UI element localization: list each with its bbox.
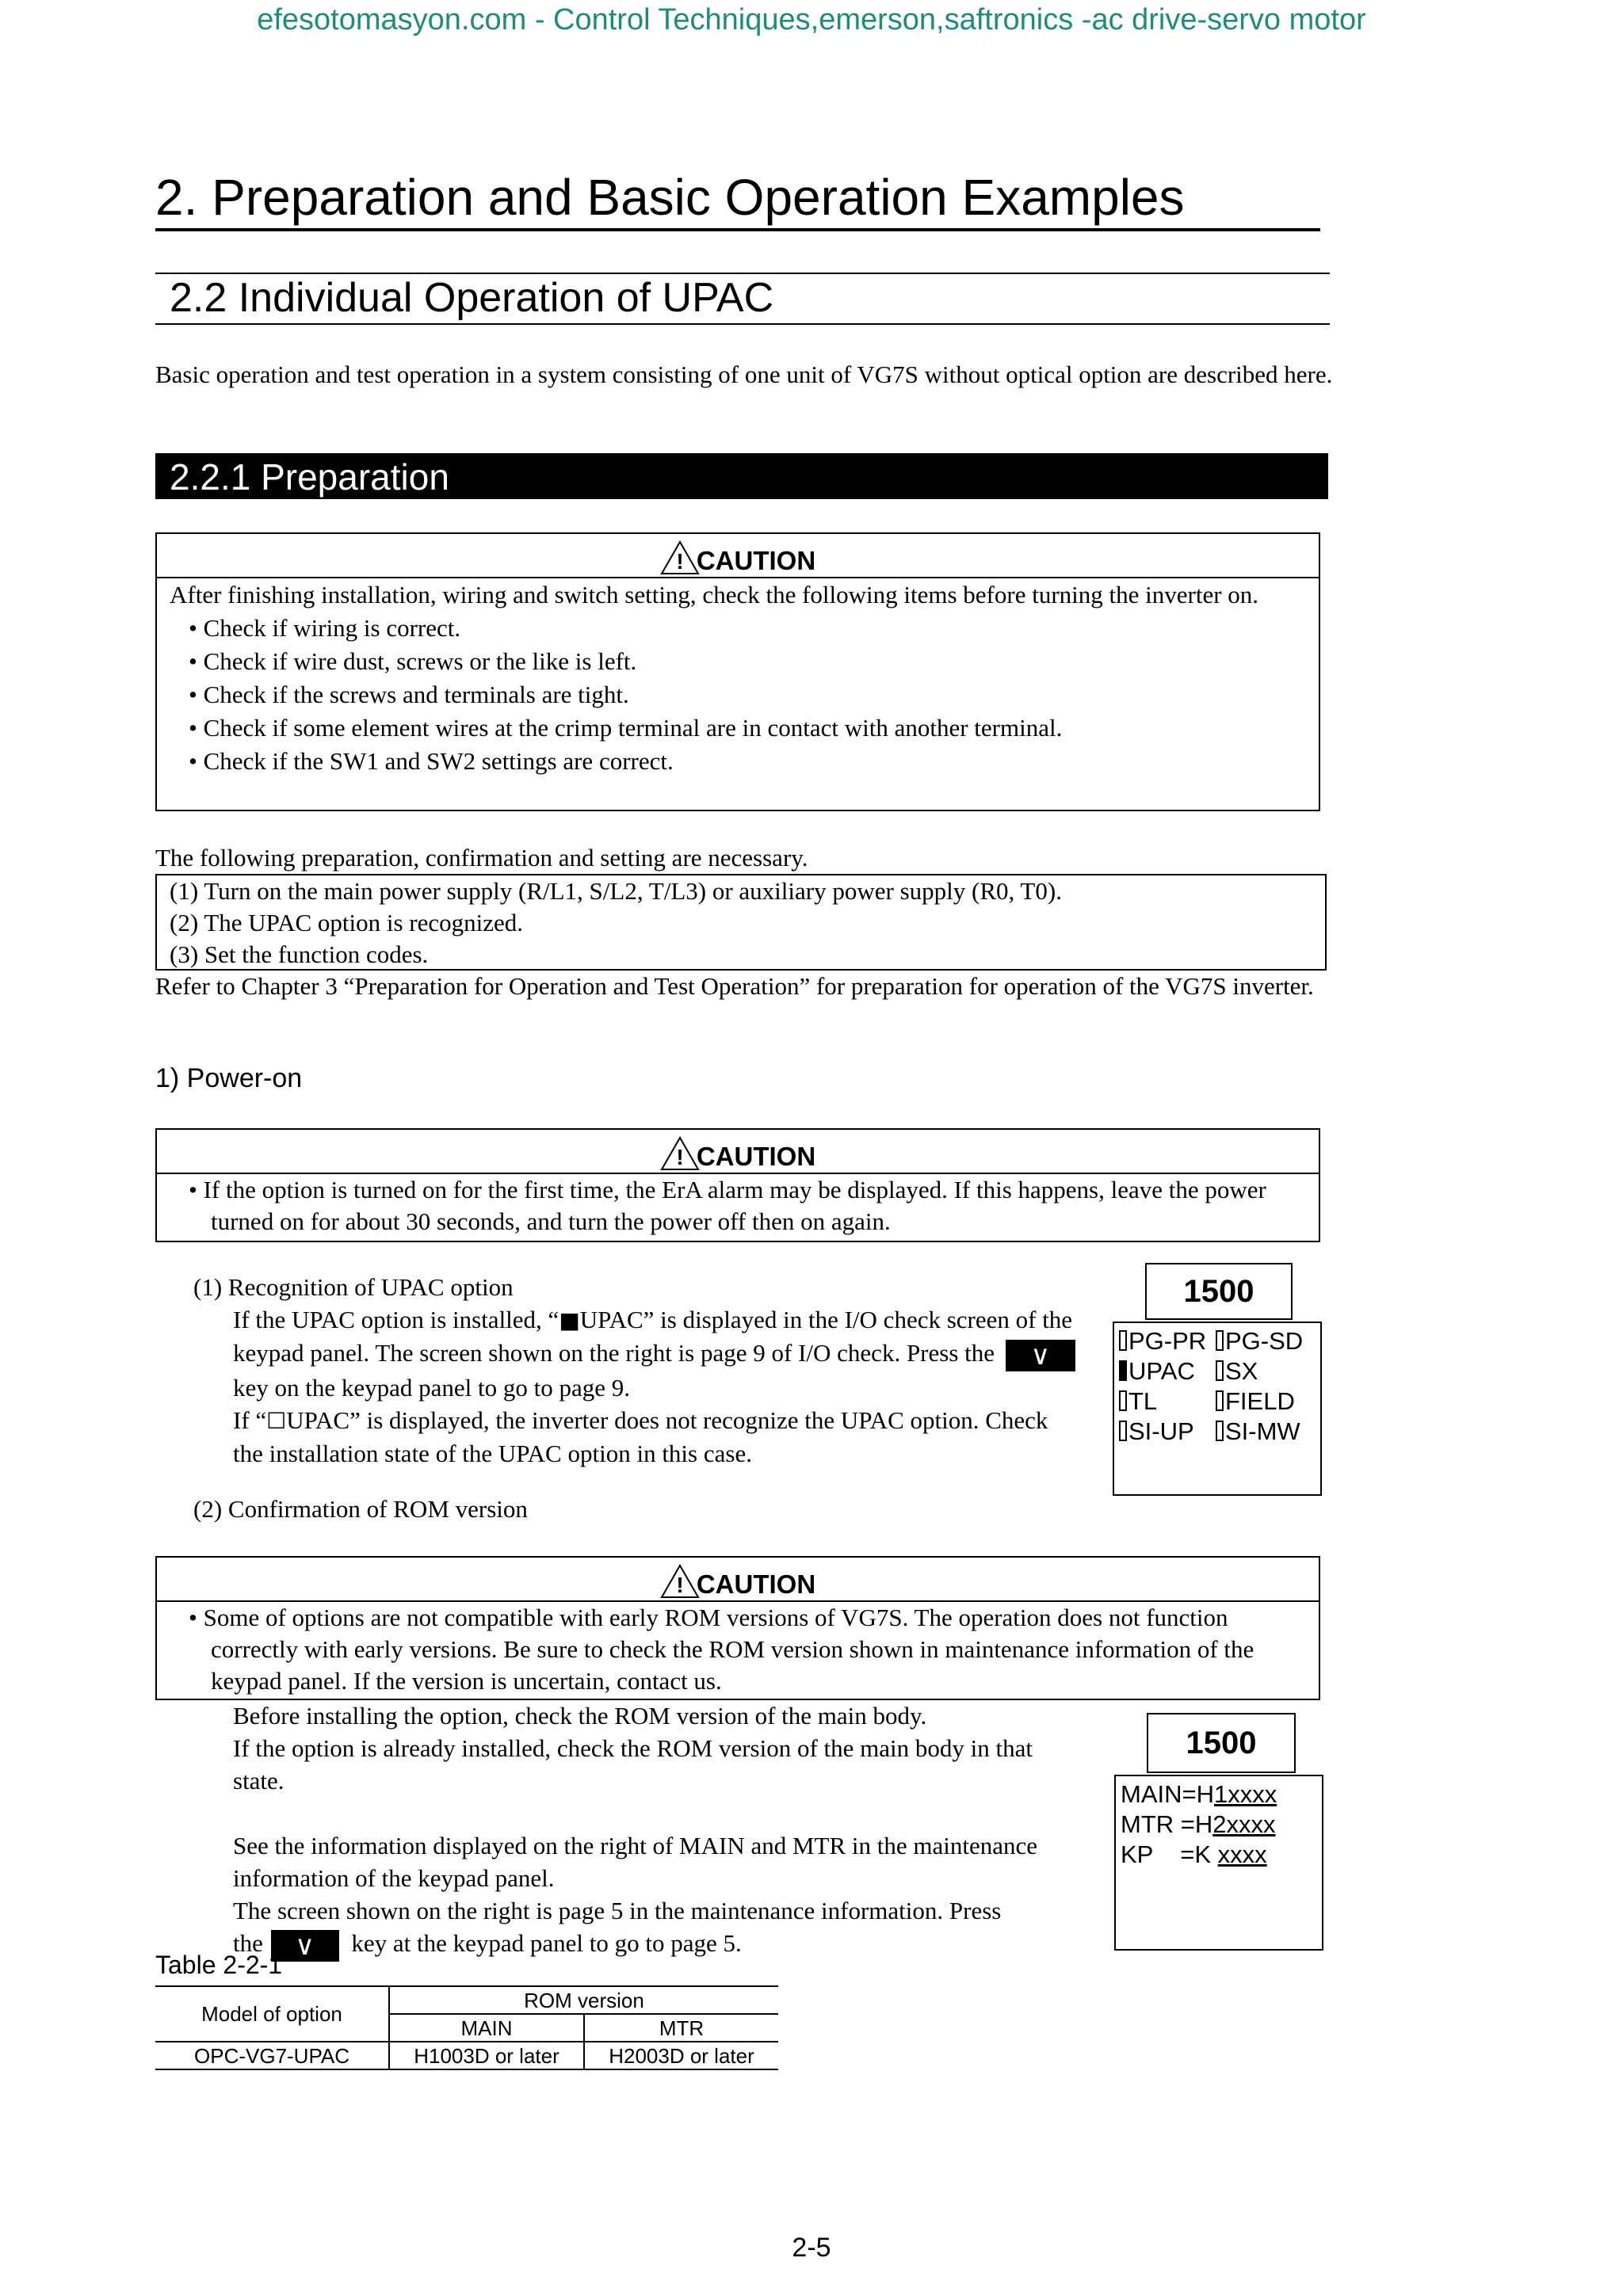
recognition-body: If the UPAC option is installed, “■UPAC” is displayed in the I/O check screen of the keypad panel. The screen shown on the right is page 9 of I/O check. Press the ∨ key on the keypad panel to go to page 9. If “☐UPAC” is displayed, the inverter does not recognize the UPAC option. Check the installation state of the UPAC option in this case. [233, 1303, 1081, 1470]
table-header-main: MAIN [389, 2014, 584, 2042]
caution-header [157, 534, 1319, 578]
keypad-io-check-screen [1113, 1322, 1322, 1496]
caution-item: • Check if the screws and terminals are tight. [189, 681, 629, 708]
page-number: 2-5 [792, 2233, 831, 2263]
table-header-mtr: MTR [584, 2014, 778, 2042]
rom-instructions [233, 1699, 1113, 1962]
prep-steps-box [155, 874, 1327, 971]
warning-triangle-icon [660, 1136, 700, 1171]
caution-box-installation [155, 532, 1320, 811]
table-header-model: Model of option [155, 1986, 389, 2042]
caution-lead: After finishing installation, wiring and switch setting, check the following items before turning the inverter on. [170, 581, 1259, 608]
chapter-title: 2. Preparation and Basic Operation Examples [155, 169, 1185, 226]
rom-paragraph: See the information displayed on the right of MAIN and MTR in the maintenance information of the keypad panel. [233, 1832, 1038, 1892]
checkbox-off-icon [1119, 1390, 1127, 1411]
prep-step: (3) Set the function codes. [170, 940, 429, 968]
svg-text:!: ! [676, 549, 684, 574]
prep-lead: The following preparation, confirmation and setting are necessary. [155, 844, 808, 871]
refer-paragraph: Refer to Chapter 3 “Preparation for Operation and Test Operation” for preparation for operation of the VG7S inverter. [155, 972, 1314, 1000]
table-cell-model: OPC-VG7-UPAC [155, 2042, 389, 2069]
io-item: SI-MW [1216, 1417, 1312, 1447]
caution-label: CAUTION [696, 1142, 816, 1171]
rom-kp-line: KP =K xxxx [1121, 1840, 1267, 1868]
keypad-maintenance-screen [1114, 1775, 1323, 1951]
caution-box-rom-version [155, 1556, 1320, 1700]
checkbox-off-icon [1216, 1360, 1224, 1381]
caution-header [157, 1558, 1319, 1602]
down-key-icon: ∨ [271, 1930, 339, 1962]
rom-version-table [155, 1985, 778, 2070]
confirmation-title: (2) Confirmation of ROM version [193, 1495, 528, 1523]
caution-label: CAUTION [696, 546, 816, 575]
prep-step: (2) The UPAC option is recognized. [170, 909, 524, 936]
table-row [155, 2042, 778, 2069]
subsection-title: 2.2.1 Preparation [170, 456, 449, 498]
recognition-title: (1) Recognition of UPAC option [193, 1273, 514, 1301]
down-key-icon: ∨ [1006, 1340, 1075, 1371]
table-caption: Table 2-2-1 [155, 1951, 283, 1979]
empty-square-icon: ☐ [266, 1407, 287, 1434]
caution-item: • Check if some element wires at the crimp terminal are in contact with another terminal. [189, 714, 1063, 742]
keypad-display-number: 1500 [1145, 1263, 1293, 1320]
power-on-heading: 1) Power-on [155, 1063, 303, 1093]
rom-paragraph: The screen shown on the right is page 5 in the maintenance information. Press [233, 1897, 1002, 1924]
keypad-display-number: 1500 [1147, 1713, 1296, 1773]
io-item: PG-SD [1216, 1326, 1312, 1356]
chapter-underline [155, 228, 1320, 231]
warning-triangle-icon [660, 1564, 700, 1599]
io-item: TL [1119, 1386, 1216, 1417]
checkbox-off-icon [1216, 1421, 1224, 1441]
checkbox-off-icon [1119, 1330, 1127, 1351]
rom-paragraph: If the option is already installed, check the ROM version of the main body in that state. [233, 1734, 1033, 1794]
intro-paragraph: Basic operation and test operation in a system consisting of one unit of VG7S without optical option are described here. [155, 360, 1333, 388]
caution-header [157, 1130, 1319, 1174]
io-item: SI-UP [1119, 1417, 1216, 1447]
io-item: FIELD [1216, 1386, 1312, 1417]
io-item: SX [1216, 1356, 1312, 1386]
warning-triangle-icon [660, 540, 700, 575]
caution-item: • Check if wire dust, screws or the like is left. [189, 647, 637, 675]
prep-step: (1) Turn on the main power supply (R/L1, S/L2, T/L3) or auxiliary power supply (R0, T0). [170, 877, 1062, 905]
io-item: UPAC [1119, 1356, 1216, 1386]
io-item: PG-PR [1119, 1326, 1216, 1356]
filled-square-icon: ■ [559, 1307, 580, 1333]
rom-paragraph: Before installing the option, check the ROM version of the main body. [233, 1702, 927, 1730]
section-title: 2.2 Individual Operation of UPAC [170, 275, 774, 321]
caution-item: • Some of options are not compatible with early ROM versions of VG7S. The operation does not function correctly with early versions. Be sure to check the ROM version shown in maintenance information of the keypad panel. If the version is uncertain, contact us. [189, 1604, 1254, 1695]
caution-item: • Check if wiring is correct. [189, 614, 461, 642]
svg-text:!: ! [676, 1573, 684, 1597]
rom-mtr-line: MTR =H2xxxx [1121, 1810, 1276, 1838]
table-cell-main: H1003D or later [389, 2042, 584, 2069]
caution-item: • If the option is turned on for the first time, the ErA alarm may be displayed. If this happens, leave the power turned on for about 30 seconds, and turn the power off then on again. [189, 1176, 1266, 1235]
caution-item: • Check if the SW1 and SW2 settings are correct. [189, 747, 674, 775]
rom-paragraph: the ∨ key at the keypad panel to go to page 5. [233, 1929, 742, 1961]
checkbox-off-icon [1216, 1390, 1224, 1411]
table-header-rom: ROM version [389, 1986, 778, 2014]
svg-text:!: ! [676, 1145, 684, 1169]
checkbox-off-icon [1119, 1421, 1127, 1441]
table-cell-mtr: H2003D or later [584, 2042, 778, 2069]
checkbox-off-icon [1216, 1330, 1224, 1351]
caution-label: CAUTION [696, 1569, 816, 1599]
caution-box-era-alarm [155, 1128, 1320, 1242]
rom-main-line: MAIN=H1xxxx [1121, 1780, 1277, 1808]
checkbox-on-icon [1119, 1360, 1127, 1381]
section-rule-bottom [155, 323, 1330, 325]
watermark-text: efesotomasyon.com - Control Techniques,emerson,saftronics -ac drive-servo motor [257, 3, 1366, 36]
